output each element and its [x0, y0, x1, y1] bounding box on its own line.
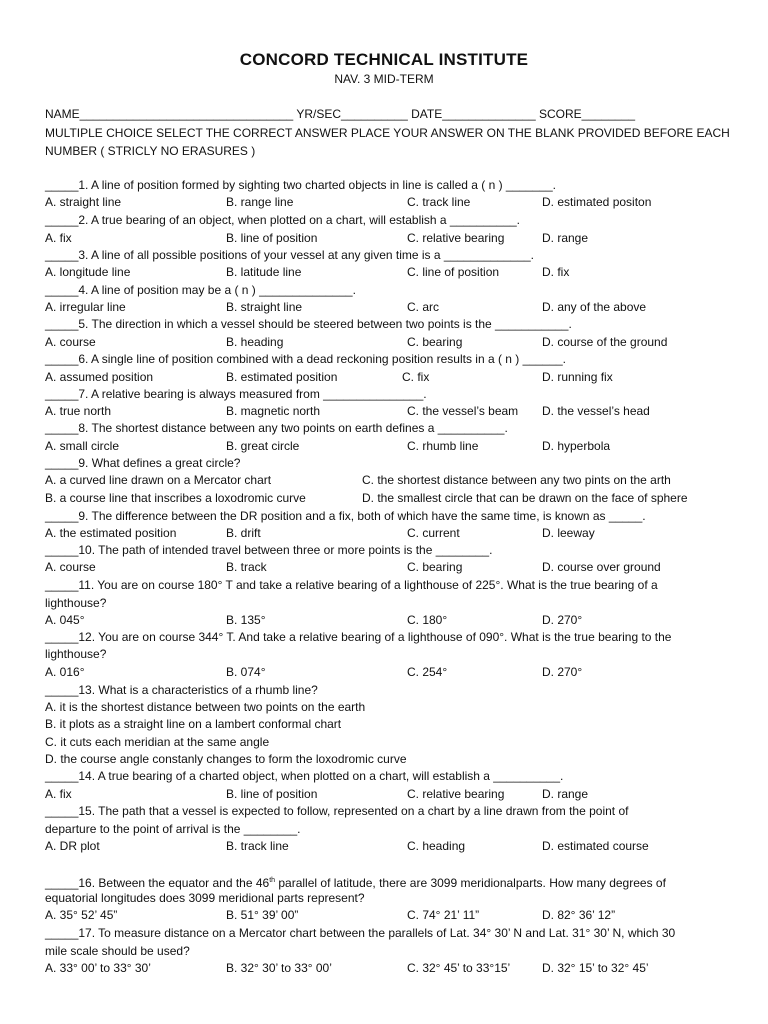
q5-option-c: C. bearing [407, 335, 463, 349]
q6-option-a: A. assumed position [45, 370, 154, 384]
q13-option-d: D. the course angle constanly changes to form the loxodromic curve [45, 752, 407, 766]
q10-option-d: D. course over ground [542, 560, 661, 574]
instructions-line-2: NUMBER ( STRICLY NO ERASURES ) [45, 144, 256, 158]
q4-option-d: D. any of the above [542, 300, 647, 314]
question-9a: _____9. What defines a great circle? [45, 456, 241, 470]
question-2: _____2. A true bearing of an object, when plotted on a chart, will establish a __________. [45, 213, 521, 227]
question-7: _____7. A relative bearing is always measured from _______________. [45, 387, 427, 401]
question-15-line-2: departure to the point of arrival is the ________. [45, 822, 301, 836]
q16-superscript: th [269, 877, 276, 884]
q10-option-c: C. bearing [407, 560, 463, 574]
q16-text-a: _____16. Between the equator and the 46 [45, 876, 270, 890]
question-13: _____13. What is a characteristics of a rhumb line? [45, 683, 318, 697]
q15-option-d: D. estimated course [542, 839, 649, 853]
question-17-line-2: mile scale should be used? [45, 944, 190, 958]
q2-option-a: A. fix [45, 231, 72, 245]
q1-option-a: A. straight line [45, 195, 122, 209]
q15-option-c: C. heading [407, 839, 466, 853]
q13-option-b: B. it plots as a straight line on a lambert conformal chart [45, 717, 342, 731]
q14-option-b: B. line of position [226, 787, 318, 801]
q7-option-c: C. the vessel’s beam [407, 404, 519, 418]
question-5: _____5. The direction in which a vessel should be steered between two points is the ___________. [45, 317, 572, 331]
q2-option-c: C. relative bearing [407, 231, 505, 245]
q11-option-b: B. 135° [226, 613, 266, 627]
q3-option-b: B. latitude line [226, 265, 302, 279]
question-17-line-1: _____17. To measure distance on a Mercator chart between the parallels of Lat. 34° 30’ N and Lat. 31° 30’ N, which 30 [45, 926, 676, 940]
q8-option-d: D. hyperbola [542, 439, 611, 453]
q7-option-a: A. true north [45, 404, 112, 418]
question-6: _____6. A single line of position combined with a dead reckoning position results in a ( n ) ______. [45, 352, 567, 366]
q3-option-c: C. line of position [407, 265, 500, 279]
q9b-option-a: A. the estimated position [45, 526, 177, 540]
student-info-fields: NAME________________________________ YR/SEC__________ DATE______________ SCORE________ [45, 107, 636, 121]
q7-option-d: D. the vessel’s head [542, 404, 650, 418]
q17-option-b: B. 32° 30’ to 33° 00’ [226, 961, 332, 975]
question-3: _____3. A line of all possible positions of your vessel at any given time is a _____________. [45, 248, 534, 262]
q16-option-d: D. 82° 36’ 12” [542, 908, 616, 922]
q16-option-c: C. 74° 21’ 11” [407, 908, 480, 922]
q9a-option-d: D. the smallest circle that can be drawn on the face of sphere [362, 491, 688, 505]
q11-option-d: D. 270° [542, 613, 583, 627]
q7-option-b: B. magnetic north [226, 404, 321, 418]
q14-option-a: A. fix [45, 787, 72, 801]
question-12-line-2: lighthouse? [45, 647, 107, 661]
q9b-option-b: B. drift [226, 526, 261, 540]
q8-option-c: C. rhumb line [407, 439, 479, 453]
q5-option-b: B. heading [226, 335, 284, 349]
q1-option-d: D. estimated positon [542, 195, 652, 209]
q11-option-a: A. 045° [45, 613, 85, 627]
question-1: _____1. A line of position formed by sighting two charted objects in line is called a ( n ) _______. [45, 178, 556, 192]
q4-option-a: A. irregular line [45, 300, 126, 314]
q13-option-c: C. it cuts each meridian at the same angle [45, 735, 270, 749]
q16-option-a: A. 35° 52’ 45” [45, 908, 118, 922]
question-10: _____10. The path of intended travel between three or more points is the ________. [45, 543, 493, 557]
q6-option-b: B. estimated position [226, 370, 338, 384]
q14-option-c: C. relative bearing [407, 787, 505, 801]
q10-option-a: A. course [45, 560, 96, 574]
q1-option-b: B. range line [226, 195, 294, 209]
q9a-option-c: C. the shortest distance between any two pints on the arth [362, 473, 671, 487]
q6-option-c: C. fix [402, 370, 430, 384]
question-8: _____8. The shortest distance between any two points on earth defines a __________. [45, 421, 508, 435]
q17-option-a: A. 33° 00’ to 33° 30’ [45, 961, 151, 975]
q15-option-a: A. DR plot [45, 839, 100, 853]
institute-title: CONCORD TECHNICAL INSTITUTE [239, 50, 529, 69]
q11-option-c: C. 180° [407, 613, 448, 627]
q9b-option-c: C. current [407, 526, 460, 540]
q2-option-b: B. line of position [226, 231, 318, 245]
question-9b: _____9. The difference between the DR position and a fix, both of which have the same time, is known as _____. [45, 509, 646, 523]
q3-option-a: A. longitude line [45, 265, 131, 279]
q14-option-d: D. range [542, 787, 589, 801]
q6-option-d: D. running fix [542, 370, 613, 384]
q9a-option-b: B. a course line that inscribes a loxodromic curve [45, 491, 306, 505]
q12-option-d: D. 270° [542, 665, 583, 679]
exam-subtitle: NAV. 3 MID-TERM [334, 72, 434, 86]
q17-option-c: C. 32° 45’ to 33°15’ [407, 961, 511, 975]
q13-option-a: A. it is the shortest distance between two points on the earth [45, 700, 366, 714]
q1-option-c: C. track line [407, 195, 471, 209]
question-11-line-1: _____11. You are on course 180° T and take a relative bearing of a lighthouse of 225°. What is the true bearing of a [45, 578, 658, 592]
question-16-line-2: equatorial longitudes does 3099 meridional parts represent? [45, 891, 365, 905]
q3-option-d: D. fix [542, 265, 570, 279]
q8-option-a: A. small circle [45, 439, 120, 453]
q15-option-b: B. track line [226, 839, 289, 853]
question-4: _____4. A line of position may be a ( n ) ______________. [45, 283, 356, 297]
q10-option-b: B. track [226, 560, 267, 574]
q2-option-d: D. range [542, 231, 589, 245]
q5-option-a: A. course [45, 335, 96, 349]
q12-option-b: B. 074° [226, 665, 266, 679]
q9b-option-d: D. leeway [542, 526, 595, 540]
question-12-line-1: _____12. You are on course 344° T. And take a relative bearing of a lighthouse of 090°. What is the true bearing to the [45, 630, 672, 644]
question-11-line-2: lighthouse? [45, 596, 107, 610]
q16-option-b: B. 51° 39’ 00” [226, 908, 299, 922]
question-16-line-1 [45, 873, 735, 891]
q9a-option-a: A. a curved line drawn on a Mercator chart [45, 473, 272, 487]
q4-option-b: B. straight line [226, 300, 303, 314]
q16-text-b: parallel of latitude, there are 3099 meridionalparts. How many degrees of [275, 876, 666, 890]
q12-option-c: C. 254° [407, 665, 448, 679]
question-15-line-1: _____15. The path that a vessel is expected to follow, represented on a chart by a line drawn from the point of [45, 804, 629, 818]
question-14: _____14. A true bearing of a charted object, when plotted on a chart, will establish a __________. [45, 769, 564, 783]
q12-option-a: A. 016° [45, 665, 85, 679]
q4-option-c: C. arc [407, 300, 440, 314]
q8-option-b: B. great circle [226, 439, 300, 453]
instructions-line-1: MULTIPLE CHOICE SELECT THE CORRECT ANSWER PLACE YOUR ANSWER ON THE BLANK PROVIDED BEFORE EACH [45, 126, 730, 140]
q5-option-d: D. course of the ground [542, 335, 668, 349]
q17-option-d: D. 32° 15’ to 32° 45’ [542, 961, 649, 975]
